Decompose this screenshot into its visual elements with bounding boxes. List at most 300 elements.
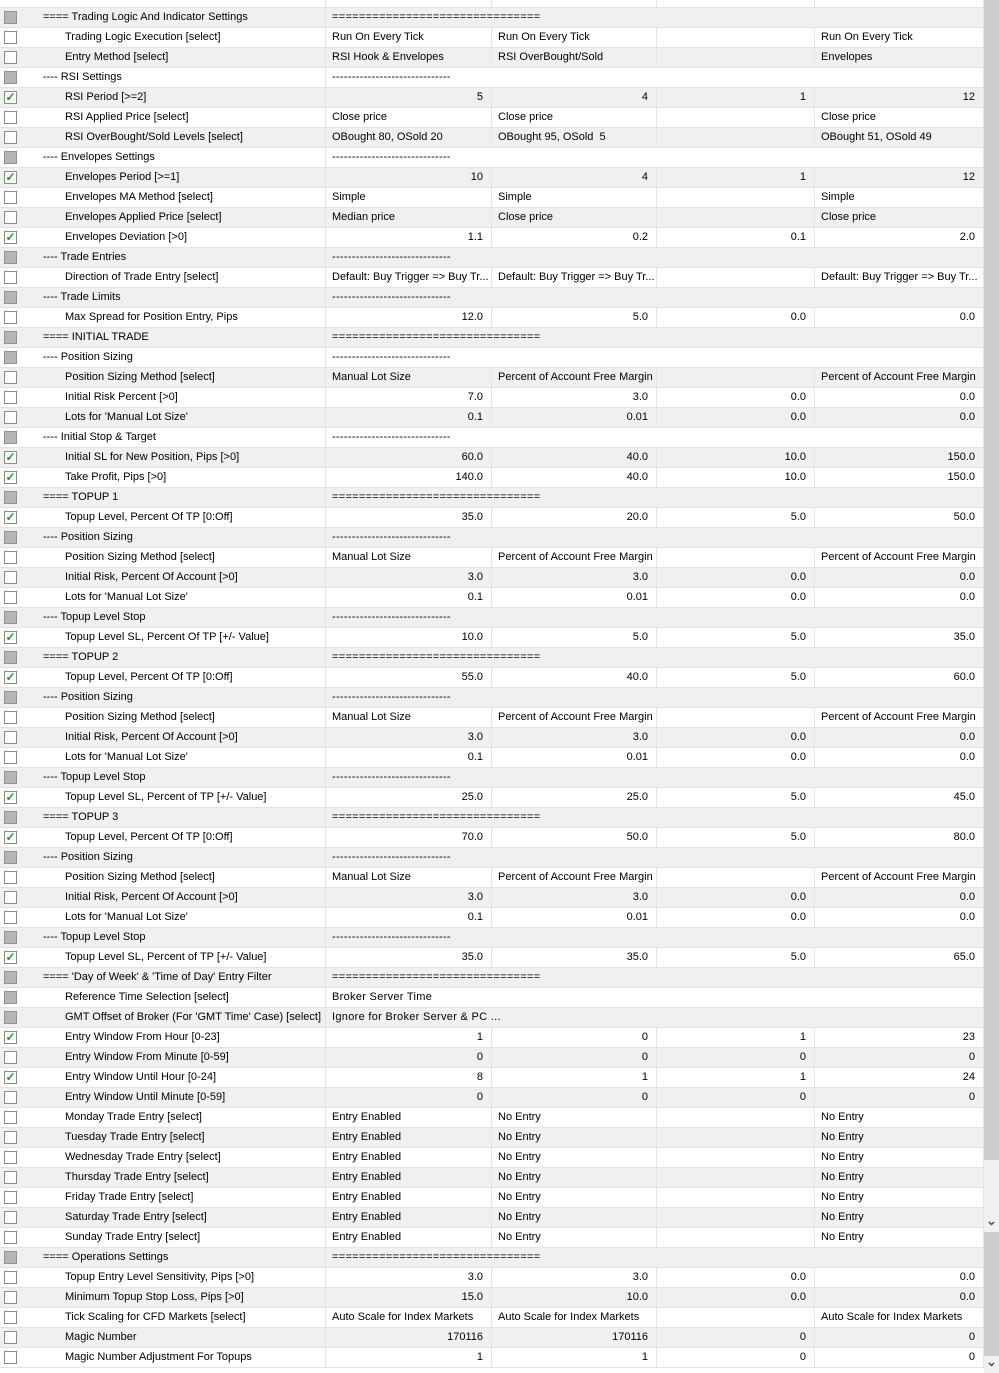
optimize-checkbox[interactable] xyxy=(4,931,17,944)
start-cell[interactable]: Percent of Account Free Margin xyxy=(492,368,657,387)
stop-cell[interactable]: Run On Every Tick xyxy=(821,31,913,43)
value-cell[interactable]: 35.0 xyxy=(326,508,492,527)
fill-cell: ------------------------------ xyxy=(332,431,451,443)
optimize-checkbox[interactable] xyxy=(4,731,17,744)
optimize-checkbox[interactable] xyxy=(4,891,17,904)
value-cell xyxy=(326,0,492,7)
optimize-checkbox[interactable] xyxy=(4,1271,17,1284)
step-cell[interactable]: 0.0 xyxy=(657,588,815,607)
start-cell[interactable]: 3.0 xyxy=(492,888,657,907)
value-cell[interactable]: Entry Enabled xyxy=(326,1228,492,1247)
param-row xyxy=(0,168,983,188)
value-cell[interactable]: 170116 xyxy=(326,1328,492,1347)
name-cell xyxy=(0,408,326,427)
optimize-checkbox-checked[interactable]: ✓ xyxy=(5,630,16,644)
value-cell[interactable]: 12.0 xyxy=(326,308,492,327)
step-cell[interactable] xyxy=(657,28,815,47)
step-cell[interactable]: 0 xyxy=(657,1348,815,1367)
value-cell[interactable]: 0 xyxy=(326,1088,492,1107)
start-cell[interactable]: 35.0 xyxy=(492,948,657,967)
optimize-checkbox[interactable] xyxy=(4,551,17,564)
optimize-checkbox[interactable] xyxy=(4,411,17,424)
value-cell[interactable]: Manual Lot Size xyxy=(326,868,492,887)
param-label: Reference Time Selection [select] xyxy=(65,991,229,1003)
start-cell[interactable]: Percent of Account Free Margin xyxy=(492,708,657,727)
step-cell[interactable]: 5.0 xyxy=(657,828,815,847)
step-cell[interactable]: 5.0 xyxy=(657,948,815,967)
start-cell[interactable]: Default: Buy Trigger => Buy Tr... xyxy=(492,268,657,287)
step-cell[interactable] xyxy=(657,708,815,727)
start-cell[interactable]: 3.0 xyxy=(492,568,657,587)
stop-cell[interactable]: Envelopes xyxy=(821,51,873,63)
name-cell xyxy=(0,428,326,447)
optimize-checkbox[interactable] xyxy=(4,1011,17,1024)
stop-cell[interactable]: Close price xyxy=(821,211,877,223)
optimize-checkbox[interactable] xyxy=(4,191,17,204)
stop-cell[interactable]: 0 xyxy=(968,1351,975,1363)
step-cell[interactable]: 0.0 xyxy=(657,568,815,587)
optimize-checkbox[interactable] xyxy=(4,271,17,284)
param-row xyxy=(0,208,983,228)
optimize-checkbox[interactable] xyxy=(4,651,17,664)
start-cell[interactable]: 10.0 xyxy=(492,1288,657,1307)
start-cell[interactable]: 50.0 xyxy=(492,828,657,847)
step-cell[interactable] xyxy=(657,208,815,227)
stop-cell[interactable]: Close price xyxy=(821,111,877,123)
optimize-checkbox[interactable] xyxy=(4,1251,17,1264)
param-label: Position Sizing Method [select] xyxy=(65,371,215,383)
step-cell[interactable] xyxy=(657,188,815,207)
fill-cell: ------------------------------ xyxy=(332,691,451,703)
value-cell[interactable]: 35.0 xyxy=(326,948,492,967)
step-cell[interactable]: 10.0 xyxy=(657,448,815,467)
value-cell[interactable]: 0.1 xyxy=(326,408,492,427)
stop-cell[interactable]: 0.0 xyxy=(959,891,975,903)
step-cell[interactable]: 1 xyxy=(657,1028,815,1047)
name-cell xyxy=(0,708,326,727)
value-cell[interactable]: 55.0 xyxy=(326,668,492,687)
value-cell[interactable]: 3.0 xyxy=(326,728,492,747)
start-cell[interactable]: 0.01 xyxy=(492,748,657,767)
value-cell[interactable]: Run On Every Tick xyxy=(326,28,492,47)
optimize-checkbox[interactable] xyxy=(4,111,17,124)
start-cell[interactable]: No Entry xyxy=(492,1208,657,1227)
stop-cell[interactable]: Default: Buy Trigger => Buy Tr... xyxy=(821,271,978,283)
stop-cell[interactable]: 35.0 xyxy=(953,631,975,643)
step-cell[interactable]: 0.0 xyxy=(657,308,815,327)
step-cell[interactable]: 0.0 xyxy=(657,1268,815,1287)
step-cell[interactable]: 0.0 xyxy=(657,908,815,927)
optimize-checkbox[interactable] xyxy=(4,291,17,304)
start-cell[interactable]: Close price xyxy=(492,208,657,227)
scrollbar-thumb-upper[interactable] xyxy=(984,0,999,1160)
stop-cell[interactable]: No Entry xyxy=(821,1171,864,1183)
name-cell xyxy=(0,728,326,747)
optimize-checkbox[interactable] xyxy=(4,531,17,544)
separator-row xyxy=(0,928,983,948)
scrollbar-thumb-lower[interactable] xyxy=(984,1232,999,1356)
separator-row xyxy=(0,148,983,168)
optimize-checkbox[interactable] xyxy=(4,1231,17,1244)
optimize-checkbox[interactable] xyxy=(4,1191,17,1204)
value-cell[interactable]: 0.1 xyxy=(326,748,492,767)
optimize-checkbox[interactable] xyxy=(4,331,17,344)
start-cell[interactable]: RSI OverBought/Sold xyxy=(492,48,657,67)
stop-cell[interactable]: 24 xyxy=(962,1071,975,1083)
stop-cell[interactable]: 0.0 xyxy=(959,1271,975,1283)
fill-cell: ------------------------------ xyxy=(332,931,451,943)
param-label: RSI Applied Price [select] xyxy=(65,111,189,123)
start-cell[interactable]: 170116 xyxy=(492,1328,657,1347)
step-cell[interactable]: 0 xyxy=(657,1048,815,1067)
optimize-checkbox[interactable] xyxy=(4,371,17,384)
value-cell[interactable]: Entry Enabled xyxy=(326,1148,492,1167)
step-cell[interactable] xyxy=(657,1308,815,1327)
step-cell[interactable]: 0.1 xyxy=(657,228,815,247)
value-cell[interactable]: Entry Enabled xyxy=(326,1128,492,1147)
start-cell[interactable]: Run On Every Tick xyxy=(492,28,657,47)
step-cell[interactable] xyxy=(657,108,815,127)
optimize-checkbox[interactable] xyxy=(4,351,17,364)
step-cell[interactable]: 10.0 xyxy=(657,468,815,487)
optimize-checkbox-checked[interactable]: ✓ xyxy=(5,790,16,804)
stop-cell[interactable]: No Entry xyxy=(821,1151,864,1163)
param-row xyxy=(0,788,983,808)
value-cell[interactable]: 1 xyxy=(326,1348,492,1367)
stop-cell[interactable]: 0 xyxy=(968,1051,975,1063)
stop-cell[interactable]: 0.0 xyxy=(959,1291,975,1303)
start-cell[interactable]: No Entry xyxy=(492,1188,657,1207)
stop-cell[interactable]: Percent of Account Free Margin xyxy=(821,551,976,563)
stop-cell[interactable]: 65.0 xyxy=(953,951,975,963)
optimize-checkbox-checked[interactable]: ✓ xyxy=(5,950,16,964)
value-cell[interactable]: Broker Server Time xyxy=(332,991,433,1003)
step-cell[interactable]: 0.0 xyxy=(657,388,815,407)
optimize-checkbox[interactable] xyxy=(4,1171,17,1184)
param-label: ---- Envelopes Settings xyxy=(43,151,155,163)
step-cell[interactable]: 5.0 xyxy=(657,668,815,687)
step-cell[interactable]: 5.0 xyxy=(657,628,815,647)
optimize-checkbox[interactable] xyxy=(4,391,17,404)
scroll-down-button-icon[interactable]: ⌄ xyxy=(986,1354,997,1369)
step-cell[interactable] xyxy=(657,268,815,287)
start-cell[interactable]: 0.01 xyxy=(492,588,657,607)
start-cell[interactable]: 5.0 xyxy=(492,308,657,327)
stop-cell[interactable]: 0.0 xyxy=(959,911,975,923)
optimize-checkbox[interactable] xyxy=(4,711,17,724)
value-cell[interactable]: Entry Enabled xyxy=(326,1168,492,1187)
start-cell[interactable]: OBought 95, OSold 5 xyxy=(492,128,657,147)
value-cell[interactable]: 60.0 xyxy=(326,448,492,467)
start-cell[interactable]: Auto Scale for Index Markets xyxy=(492,1308,657,1327)
step-cell[interactable] xyxy=(657,548,815,567)
optimize-checkbox-checked[interactable]: ✓ xyxy=(5,450,16,464)
value-cell[interactable]: Simple xyxy=(326,188,492,207)
value-cell[interactable]: Entry Enabled xyxy=(326,1108,492,1127)
value-cell[interactable]: Auto Scale for Index Markets xyxy=(326,1308,492,1327)
name-cell xyxy=(0,1208,326,1227)
optimize-checkbox[interactable] xyxy=(4,771,17,784)
stop-cell[interactable]: No Entry xyxy=(821,1191,864,1203)
optimize-checkbox[interactable] xyxy=(4,1111,17,1124)
stop-cell[interactable]: Percent of Account Free Margin xyxy=(821,871,976,883)
start-cell[interactable]: No Entry xyxy=(492,1168,657,1187)
optimize-checkbox[interactable] xyxy=(4,11,17,24)
stop-cell[interactable]: 0.0 xyxy=(959,591,975,603)
step-cell[interactable]: 5.0 xyxy=(657,788,815,807)
stop-cell[interactable]: No Entry xyxy=(821,1111,864,1123)
optimize-checkbox[interactable] xyxy=(4,1291,17,1304)
optimize-checkbox-checked[interactable]: ✓ xyxy=(5,510,16,524)
optimize-checkbox[interactable] xyxy=(4,31,17,44)
optimize-checkbox[interactable] xyxy=(4,1311,17,1324)
step-cell[interactable] xyxy=(657,48,815,67)
step-cell[interactable] xyxy=(657,1208,815,1227)
stop-cell[interactable]: 0.0 xyxy=(959,731,975,743)
stop-cell[interactable]: 12 xyxy=(962,91,975,103)
stop-cell[interactable]: 12 xyxy=(962,171,975,183)
start-cell[interactable]: 20.0 xyxy=(492,508,657,527)
step-cell[interactable] xyxy=(657,1148,815,1167)
stop-cell[interactable]: 0 xyxy=(968,1091,975,1103)
step-cell[interactable] xyxy=(657,1128,815,1147)
step-cell[interactable]: 0 xyxy=(657,1328,815,1347)
stop-cell[interactable]: 0.0 xyxy=(959,311,975,323)
param-label: Lots for 'Manual Lot Size' xyxy=(65,911,188,923)
start-cell[interactable]: 4 xyxy=(492,168,657,187)
optimize-checkbox-checked[interactable]: ✓ xyxy=(5,90,16,104)
optimize-checkbox-checked[interactable]: ✓ xyxy=(5,470,16,484)
step-cell[interactable]: 1 xyxy=(657,168,815,187)
optimize-checkbox[interactable] xyxy=(4,491,17,504)
start-cell[interactable]: 4 xyxy=(492,88,657,107)
param-label: Take Profit, Pips [>0] xyxy=(65,471,167,483)
start-cell[interactable]: 5.0 xyxy=(492,628,657,647)
optimize-checkbox-checked[interactable]: ✓ xyxy=(5,830,16,844)
start-cell[interactable]: 25.0 xyxy=(492,788,657,807)
value-cell[interactable]: 15.0 xyxy=(326,1288,492,1307)
start-cell[interactable]: 0 xyxy=(492,1088,657,1107)
value-cell[interactable]: 1.1 xyxy=(326,228,492,247)
start-cell[interactable]: Simple xyxy=(492,188,657,207)
param-row xyxy=(0,828,983,848)
start-cell[interactable]: 40.0 xyxy=(492,448,657,467)
value-span-row xyxy=(0,988,983,1008)
optimize-checkbox[interactable] xyxy=(4,991,17,1004)
start-cell[interactable]: No Entry xyxy=(492,1128,657,1147)
stop-cell[interactable]: 0.0 xyxy=(959,391,975,403)
stop-cell[interactable]: Percent of Account Free Margin xyxy=(821,711,976,723)
name-cell xyxy=(0,868,326,887)
stop-cell[interactable]: No Entry xyxy=(821,1231,864,1243)
optimize-checkbox[interactable] xyxy=(4,251,17,264)
optimize-checkbox[interactable] xyxy=(4,1151,17,1164)
optimize-checkbox-checked[interactable]: ✓ xyxy=(5,1030,16,1044)
optimize-checkbox[interactable] xyxy=(4,1211,17,1224)
start-cell[interactable]: 0 xyxy=(492,1048,657,1067)
value-cell[interactable]: Default: Buy Trigger => Buy Tr... xyxy=(326,268,492,287)
step-cell[interactable]: 0.0 xyxy=(657,728,815,747)
stop-cell[interactable]: No Entry xyxy=(821,1211,864,1223)
start-cell[interactable]: 0.01 xyxy=(492,908,657,927)
param-row xyxy=(0,628,983,648)
start-cell[interactable]: Percent of Account Free Margin xyxy=(492,548,657,567)
value-cell[interactable]: 140.0 xyxy=(326,468,492,487)
value-cell[interactable]: Manual Lot Size xyxy=(326,548,492,567)
optimize-checkbox[interactable] xyxy=(4,131,17,144)
value-cell[interactable]: Entry Enabled xyxy=(326,1188,492,1207)
stop-cell[interactable]: 150.0 xyxy=(947,471,975,483)
scroll-down-icon[interactable]: ⌄ xyxy=(986,1213,997,1228)
stop-cell[interactable]: Auto Scale for Index Markets xyxy=(821,1311,963,1323)
param-label: Tick Scaling for CFD Markets [select] xyxy=(65,1311,246,1323)
step-cell[interactable] xyxy=(657,128,815,147)
name-cell xyxy=(0,1328,326,1347)
step-cell[interactable]: 5.0 xyxy=(657,508,815,527)
fill-cell: ------------------------------ xyxy=(332,151,451,163)
stop-cell[interactable]: 150.0 xyxy=(947,451,975,463)
value-cell[interactable]: 10.0 xyxy=(326,628,492,647)
name-cell xyxy=(0,988,326,1007)
value-cell[interactable]: OBought 80, OSold 20 xyxy=(326,128,492,147)
value-cell[interactable]: 10 xyxy=(326,168,492,187)
value-cell[interactable]: 1 xyxy=(326,1028,492,1047)
step-cell[interactable]: 0.0 xyxy=(657,888,815,907)
value-cell[interactable]: 0.1 xyxy=(326,588,492,607)
param-row xyxy=(0,308,983,328)
step-cell[interactable]: 0 xyxy=(657,1088,815,1107)
stop-cell[interactable]: OBought 51, OSold 49 xyxy=(821,131,932,143)
value-cell[interactable]: 25.0 xyxy=(326,788,492,807)
start-cell[interactable]: 3.0 xyxy=(492,388,657,407)
stop-cell[interactable]: 0.0 xyxy=(959,571,975,583)
stop-cell[interactable]: 0 xyxy=(968,1331,975,1343)
value-cell[interactable]: Entry Enabled xyxy=(326,1208,492,1227)
step-cell[interactable]: 1 xyxy=(657,88,815,107)
stop-cell[interactable]: No Entry xyxy=(821,1131,864,1143)
step-cell[interactable]: 1 xyxy=(657,1068,815,1087)
value-cell[interactable]: 0.1 xyxy=(326,908,492,927)
value-cell[interactable]: 0 xyxy=(326,1048,492,1067)
step-cell[interactable] xyxy=(657,868,815,887)
optimize-checkbox[interactable] xyxy=(4,811,17,824)
start-cell[interactable]: 3.0 xyxy=(492,728,657,747)
start-cell[interactable]: 0 xyxy=(492,1028,657,1047)
start-cell[interactable]: Percent of Account Free Margin xyxy=(492,868,657,887)
optimize-checkbox-checked[interactable]: ✓ xyxy=(5,670,16,684)
param-row xyxy=(0,468,983,488)
stop-cell[interactable]: Simple xyxy=(821,191,855,203)
value-cell[interactable]: 5 xyxy=(326,88,492,107)
step-cell[interactable] xyxy=(657,1188,815,1207)
start-cell[interactable]: 1 xyxy=(492,1348,657,1367)
optimize-checkbox[interactable] xyxy=(4,751,17,764)
param-label: ==== TOPUP 2 xyxy=(43,651,119,663)
name-cell xyxy=(0,248,326,267)
optimize-checkbox[interactable] xyxy=(4,971,17,984)
value-cell[interactable]: Manual Lot Size xyxy=(326,708,492,727)
optimize-checkbox[interactable] xyxy=(4,211,17,224)
optimize-checkbox[interactable] xyxy=(4,51,17,64)
step-cell[interactable] xyxy=(657,1108,815,1127)
optimize-checkbox-checked[interactable]: ✓ xyxy=(5,230,16,244)
param-row xyxy=(0,908,983,928)
value-cell[interactable]: 70.0 xyxy=(326,828,492,847)
start-cell[interactable]: No Entry xyxy=(492,1148,657,1167)
stop-cell[interactable]: 80.0 xyxy=(953,831,975,843)
optimize-checkbox[interactable] xyxy=(4,1331,17,1344)
optimize-checkbox[interactable] xyxy=(4,691,17,704)
start-cell[interactable]: 3.0 xyxy=(492,1268,657,1287)
vertical-scrollbar xyxy=(984,0,999,1373)
stop-cell[interactable]: 2.0 xyxy=(959,231,975,243)
name-cell xyxy=(0,68,326,87)
start-cell[interactable]: 1 xyxy=(492,1068,657,1087)
start-cell[interactable]: 0.2 xyxy=(492,228,657,247)
value-cell[interactable]: Manual Lot Size xyxy=(326,368,492,387)
value-cell[interactable]: 7.0 xyxy=(326,388,492,407)
optimize-checkbox[interactable] xyxy=(4,1351,17,1364)
value-cell[interactable]: Close price xyxy=(326,108,492,127)
value-cell[interactable]: RSI Hook & Envelopes xyxy=(326,48,492,67)
step-cell[interactable] xyxy=(657,1228,815,1247)
stop-cell[interactable]: 0.0 xyxy=(959,411,975,423)
optimize-checkbox-checked[interactable]: ✓ xyxy=(5,170,16,184)
optimize-checkbox[interactable] xyxy=(4,1131,17,1144)
stop-cell[interactable]: 45.0 xyxy=(953,791,975,803)
optimize-checkbox[interactable] xyxy=(4,1051,17,1064)
optimize-checkbox[interactable] xyxy=(4,71,17,84)
start-cell[interactable]: Close price xyxy=(492,108,657,127)
step-cell[interactable] xyxy=(657,368,815,387)
value-cell[interactable]: 3.0 xyxy=(326,888,492,907)
optimize-checkbox-checked[interactable]: ✓ xyxy=(5,1070,16,1084)
step-cell[interactable]: 0.0 xyxy=(657,748,815,767)
value-cell[interactable]: Median price xyxy=(326,208,492,227)
start-cell[interactable]: No Entry xyxy=(492,1108,657,1127)
value-cell[interactable]: Ignore for Broker Server & PC ... xyxy=(332,1011,501,1023)
stop-cell[interactable]: Percent of Account Free Margin xyxy=(821,371,976,383)
optimize-checkbox[interactable] xyxy=(4,591,17,604)
value-cell[interactable]: 8 xyxy=(326,1068,492,1087)
optimize-checkbox[interactable] xyxy=(4,151,17,164)
stop-cell[interactable]: 50.0 xyxy=(953,511,975,523)
section-row xyxy=(0,8,983,28)
optimize-checkbox[interactable] xyxy=(4,571,17,584)
stop-cell[interactable]: 0.0 xyxy=(959,751,975,763)
step-cell[interactable]: 0.0 xyxy=(657,1288,815,1307)
start-cell[interactable]: 40.0 xyxy=(492,468,657,487)
start-cell[interactable]: 40.0 xyxy=(492,668,657,687)
step-cell[interactable]: 0.0 xyxy=(657,408,815,427)
name-cell xyxy=(0,328,326,347)
start-cell[interactable]: No Entry xyxy=(492,1228,657,1247)
stop-cell[interactable]: 23 xyxy=(962,1031,975,1043)
step-cell[interactable] xyxy=(657,1168,815,1187)
optimize-checkbox[interactable] xyxy=(4,1091,17,1104)
optimize-checkbox[interactable] xyxy=(4,311,17,324)
stop-cell[interactable]: 60.0 xyxy=(953,671,975,683)
name-cell xyxy=(0,388,326,407)
optimize-checkbox[interactable] xyxy=(4,611,17,624)
value-cell[interactable]: 3.0 xyxy=(326,568,492,587)
optimize-checkbox[interactable] xyxy=(4,871,17,884)
optimize-checkbox[interactable] xyxy=(4,911,17,924)
start-cell[interactable]: 0.01 xyxy=(492,408,657,427)
optimize-checkbox[interactable] xyxy=(4,431,17,444)
optimize-checkbox[interactable] xyxy=(4,851,17,864)
value-cell[interactable]: 3.0 xyxy=(326,1268,492,1287)
